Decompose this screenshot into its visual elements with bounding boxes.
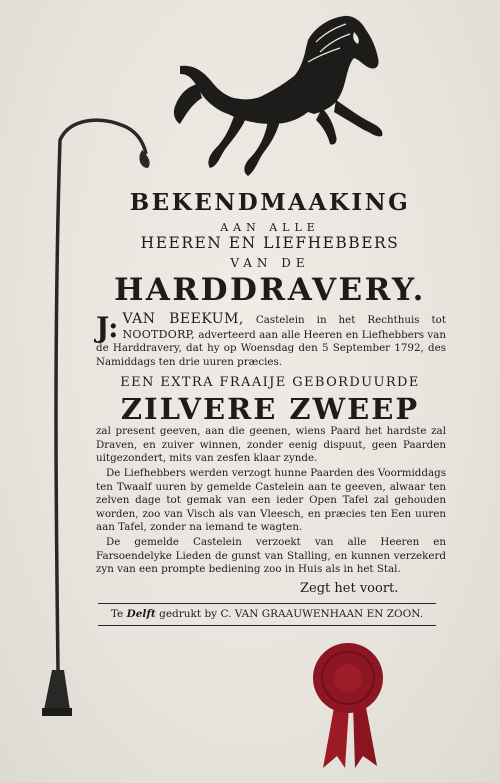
heading-aan-alle: AAN ALLE: [220, 221, 320, 234]
imprint-city: Delft: [126, 608, 156, 620]
lead-text-2: adverteerd aan alle Heeren en Liefhebbers van de Harddravery, dat hy op Woensdag den 5 September 1792, des Namiddags ten drie uuren præcies.: [96, 328, 446, 368]
castelein-name: VAN BEEKUM,: [122, 311, 244, 327]
paragraph-prize: zal present geeven, aan die geenen, wiens Paard het hardste zal Draven, en zuiver winnen, zonder eenig dispuut, geen Paarden uitgezondert, mits van zesfen klaar zynde.: [96, 425, 446, 465]
divider-bottom: [98, 625, 436, 626]
closing-line: Zegt het voort.: [300, 581, 399, 596]
divider-top: [98, 603, 436, 604]
wax-seal-icon: [305, 640, 390, 770]
prize-subtitle: EEN EXTRA FRAAIJE GEBORDUURDE: [120, 375, 420, 390]
heading-heeren-liefhebbers: HEEREN EN LIEFHEBBERS: [140, 234, 400, 252]
heading-bekendmaaking: BEKENDMAAKING: [129, 189, 411, 216]
printer-imprint: [98, 608, 436, 620]
drop-cap: J:: [96, 311, 119, 344]
imprint-pre: Te: [110, 608, 127, 620]
imprint-printer: gedrukt by C. VAN GRAAUWENHAAN EN ZOON.: [155, 608, 424, 620]
lead-paragraph: [96, 313, 446, 369]
lead-text-1: Castelein in het Rechthuis tot: [243, 314, 446, 326]
paragraph-registration: De Liefhebbers werden verzogt hunne Paarden des Voormiddags ten Twaalf uuren by gemelde Castelein aan te geeven, alwaar ten zelven dage tot gemak van een ieder Open Tafel zal gehouden worden, zoo van Visch als van Vleesch, en præcies ten Een uuren aan Tafel, zonder na iemand te wagten.: [96, 467, 446, 534]
heading-van-de: VAN DE: [230, 256, 310, 270]
prize-title: ZILVERE ZWEEP: [120, 392, 420, 426]
heading-harddravery: HARDDRAVERY.: [114, 272, 426, 308]
rearing-horse-icon: [158, 12, 388, 184]
paragraph-stalling: De gemelde Castelein verzoekt van alle Heeren en Farsoendelyke Lieden de gunst van Stalling, en kunnen verzekerd zyn van een prompte bediening zoo in Huis als in het Stal.: [96, 536, 446, 576]
place-name: NOOTDORP,: [122, 327, 195, 341]
